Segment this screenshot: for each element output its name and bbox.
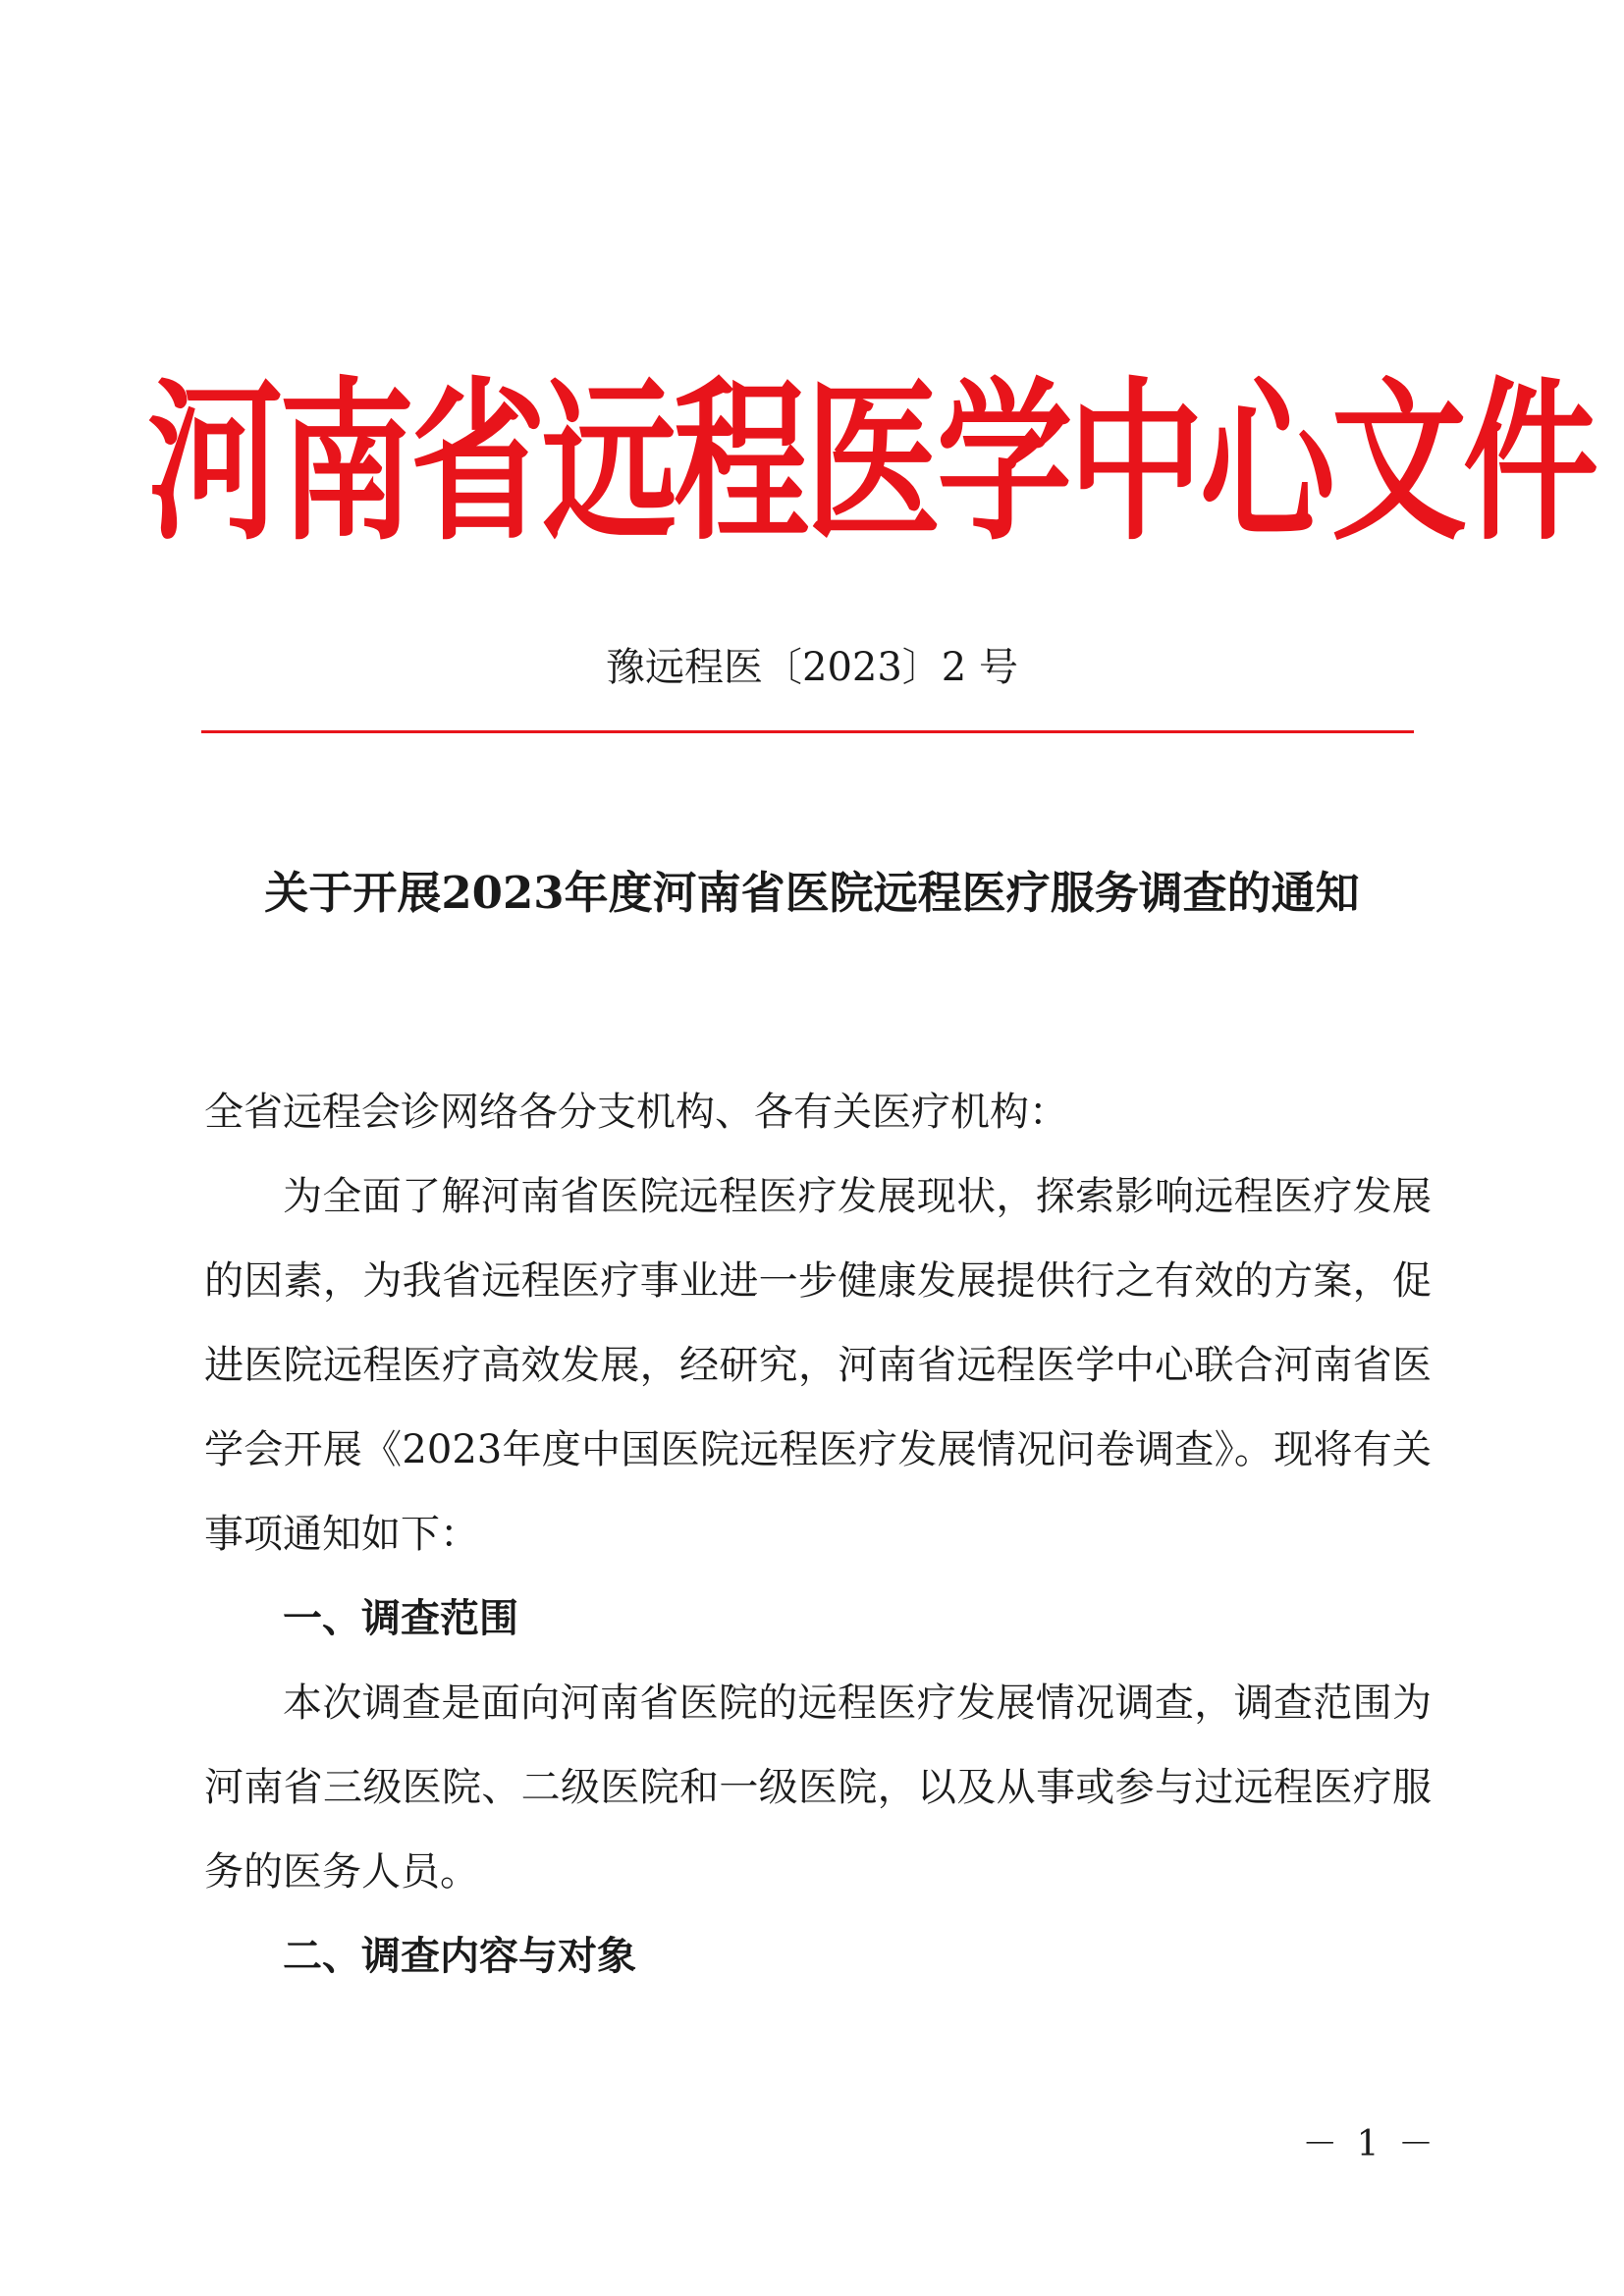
section-heading-content: 二、调查内容与对象 [283,1934,636,1979]
section-heading-scope: 一、调查范围 [283,1596,518,1641]
salutation: 全省远程会诊网络各分支机构、各有关医疗机构： [204,1090,1068,1135]
document-number: 豫远程医〔2023〕2 号 [606,645,1018,690]
masthead-title: 河南省远程医学中心文件 [147,361,1596,564]
intro-paragraph: 为全面了解河南省医院远程医疗发展现状，探索影响远程医疗发展的因素，为我省远程医疗事业进一步健康发展提供行之有效的方案，促进医院远程医疗高效发展，经研究，河南省远程医学中心联合河南省医学会开展《2023年度中国医院远程医疗发展情况问卷调查》。现将有关事项通知如下： [204,1174,1432,1557]
scope-paragraph: 本次调查是面向河南省医院的远程医疗发展情况调查，调查范围为河南省三级医院、二级医院和一级医院，以及从事或参与过远程医疗服务的医务人员。 [204,1681,1432,1895]
document-title: 关于开展2023年度河南省医院远程医疗服务调查的通知 [264,867,1360,919]
page-number: － 1 － [1302,2124,1437,2164]
red-divider-line [201,730,1414,733]
